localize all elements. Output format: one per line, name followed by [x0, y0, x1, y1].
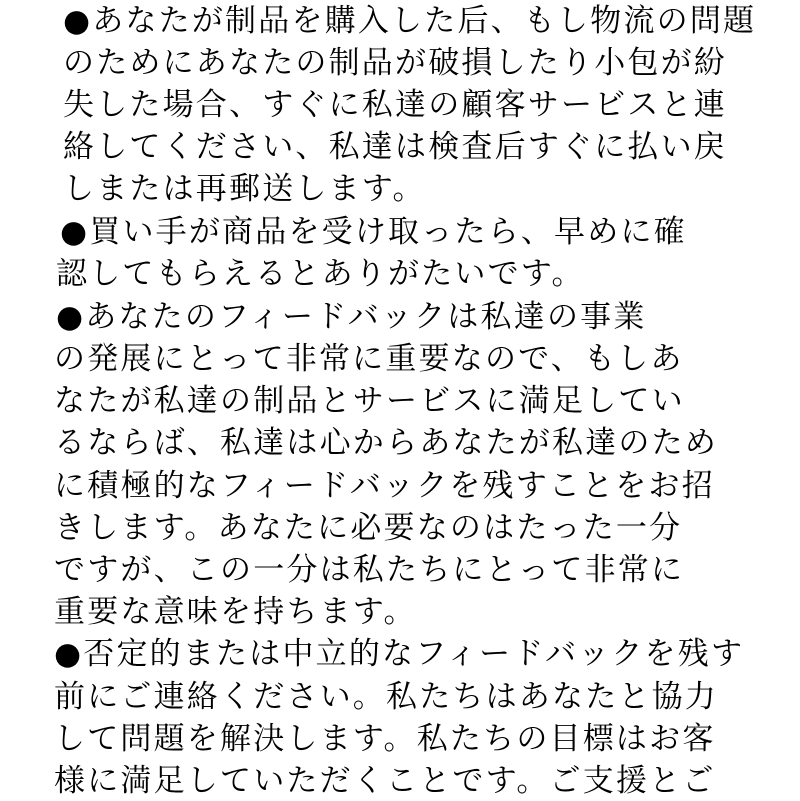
- text-line: 絡してください、私達は検査后すぐに払い戻: [63, 129, 727, 165]
- text-line: ●あなたのフィードバックは私達の事業: [56, 299, 647, 335]
- text-line: なたが私達の制品とサービスに満足してい: [54, 383, 685, 419]
- text-line: 前にご連絡ください。私たちはあなたと協力: [54, 679, 718, 715]
- text-line: きします。あなたに必要なのはたった一分: [54, 510, 683, 546]
- text-line: して問題を解決します。私たちの目標はお客: [54, 721, 716, 757]
- text-line: 失した場合、すぐに私達の顧客サービスと連: [63, 87, 727, 123]
- text-line: ●あなたが制品を購入した后、もし物流の問題: [63, 3, 757, 39]
- text-line: 認してもらえるとありがたいです。: [56, 256, 585, 292]
- text-line: のためにあなたの制品が破損したり小包が紛: [63, 45, 727, 81]
- text-line: に積極的なフィードバックを残すことをお招: [54, 468, 715, 504]
- text-line: ●否定的または中立的なフィードバックを残す: [54, 636, 745, 672]
- text-line: 重要な意味を持ちます。: [54, 594, 417, 630]
- text-line: ●買い手が商品を受け取ったら、早めに確: [60, 214, 687, 250]
- text-line: しまたは再郵送します。: [63, 171, 426, 207]
- text-line: 様に満足していただくことです。ご支援とご: [54, 763, 716, 799]
- text-line: ですが、この一分は私たちにとって非常に: [54, 552, 685, 588]
- text-line: の発展にとって非常に重要なので、もしあ: [54, 341, 684, 377]
- text-line: るならば、私達は心からあなたが私達のため: [54, 425, 718, 461]
